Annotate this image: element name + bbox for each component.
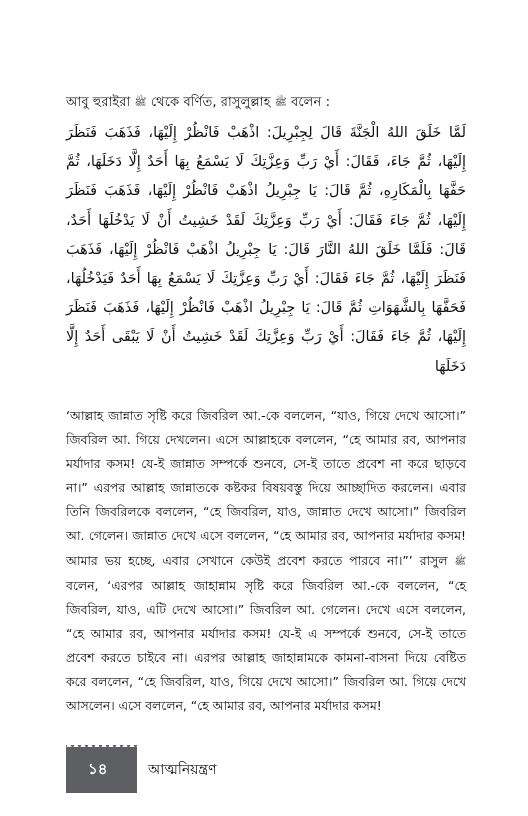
intro-text-before: আবু হুরাইরা bbox=[66, 95, 135, 110]
intro-text-middle: থেকে বর্ণিত, রাসুলুল্লাহ bbox=[146, 95, 275, 110]
honorific-symbol: ﷺ bbox=[134, 97, 147, 108]
honorific-symbol: ﷺ bbox=[454, 555, 466, 567]
translation-part-1: ‘আল্লাহ জান্নাত সৃষ্টি করে জিবরিল আ.-কে বললেন, “যাও, গিয়ে দেখে আসো।” জিবরিল আ. গিয়ে দেখলেন। এসে আল্লাহকে বললেন, “হে আমার রব, আপনার মর্যাদার কসম! যে-ই জান্নাত সম্পর্কে শুনবে, সে-ই তাতে প্রবেশ না করে ছাড়বে না।” এরপর আল্লাহ জান্নাতকে কষ্টকর বিষয়বস্তু দিয়ে আচ্ছাদিত করলেন। এবার তিনি জিবরিলকে বললেন, “হে জিবরিল, যাও, জান্নাত দেখে আসো।” জিবরিল আ. গেলেন। জান্নাত দেখে এসে বললেন, “হে আমার রব, আপনার মর্যাদার কসম! আমার ভয় হচ্ছে, এবার সেখানে কেউই প্রবেশ করতে পারবে না।”’ রাসুল bbox=[66, 408, 466, 568]
translation-part-2: বলেন, ‘এরপর আল্লাহ জাহান্নাম সৃষ্টি করে জিবরিল আ.-কে বললেন, “হে জিবরিল, যাও, এটি দেখে আসো।” জিবরিল আ. গেলেন। দেখে এসে বললেন, “হে আমার রব, আপনার মর্যাদার কসম! যে-ই এ সম্পর্কে শুনবে, সে-ই তাতে প্রবেশ করতে চাইবে না। এরপর আল্লাহ জাহান্নামকে কামনা-বাসনা দিয়ে বেষ্টিত করে বললেন, “হে জিবরিল, যাও, গিয়ে দেখে আসো।” জিবরিল আ. গিয়ে দেখে আসলেন। এসে বললেন, “হে আমার রব, আপনার মর্যাদার কসম! bbox=[66, 577, 466, 714]
page-number: ১৪ bbox=[88, 760, 108, 778]
hadith-intro bbox=[66, 93, 466, 113]
arabic-hadith-text: لَمَّا خَلَقَ اللهُ الْجَنَّةَ قَالَ لِجِبْرِيلَ: اذْهَبْ فَانْظُرْ إِلَيْهَا، فَذَهَبَ فَنَظَرَ إِلَيْهَا، ثُمَّ جَاءَ، فَقَالَ: أَيْ رَبِّ وَعِزَّتِكَ لَا يَسْمَعُ بِهَا أَحَدٌ إِلَّا دَخَلَهَا، ثُمَّ حَفَّهَا بِالْمَكَارِهِ، ثُمَّ قَالَ: يَا جِبْرِيلُ اذْهَبْ فَانْظُرْ إِلَيْهَا، فَذَهَبَ فَنَظَرَ إِلَيْهَا، ثُمَّ جَاءَ فَقَالَ: أَيْ رَبِّ وَعِزَّتِكَ لَقَدْ خَشِيتُ أَنْ لَا يَدْخُلَهَا أَحَدٌ، قَالَ: فَلَمَّا خَلَقَ اللهُ النَّارَ قَالَ: يَا جِبْرِيلُ اذْهَبْ فَانْظُرْ إِلَيْهَا، فَذَهَبَ فَنَظَرَ إِلَيْهَا، ثُمَّ جَاءَ فَقَالَ: أَيْ رَبِّ وَعِزَّتِكَ لَا يَسْمَعُ بِهَا أَحَدٌ فَيَدْخُلُهَا، فَحَفَّهَا بِالشَّهَوَاتِ ثُمَّ قَالَ: يَا جِبْرِيلُ اذْهَبْ فَانْظُرْ إِلَيْهَا، فَذَهَبَ فَنَظَرَ إِلَيْهَا، ثُمَّ جَاءَ فَقَالَ: أَيْ رَبِّ وَعِزَّتِكَ لَقَدْ خَشِيتُ أَنْ لَا يَبْقَى أَحَدٌ إِلَّا دَخَلَهَا bbox=[66, 125, 466, 375]
bengali-translation bbox=[66, 404, 466, 718]
intro-text-after: বলেন : bbox=[286, 95, 331, 110]
honorific-symbol: ﷺ bbox=[274, 97, 287, 108]
band-notch-decoration bbox=[66, 741, 137, 747]
running-book-title: আত্মনিয়ন্ত্রণ bbox=[148, 762, 217, 778]
